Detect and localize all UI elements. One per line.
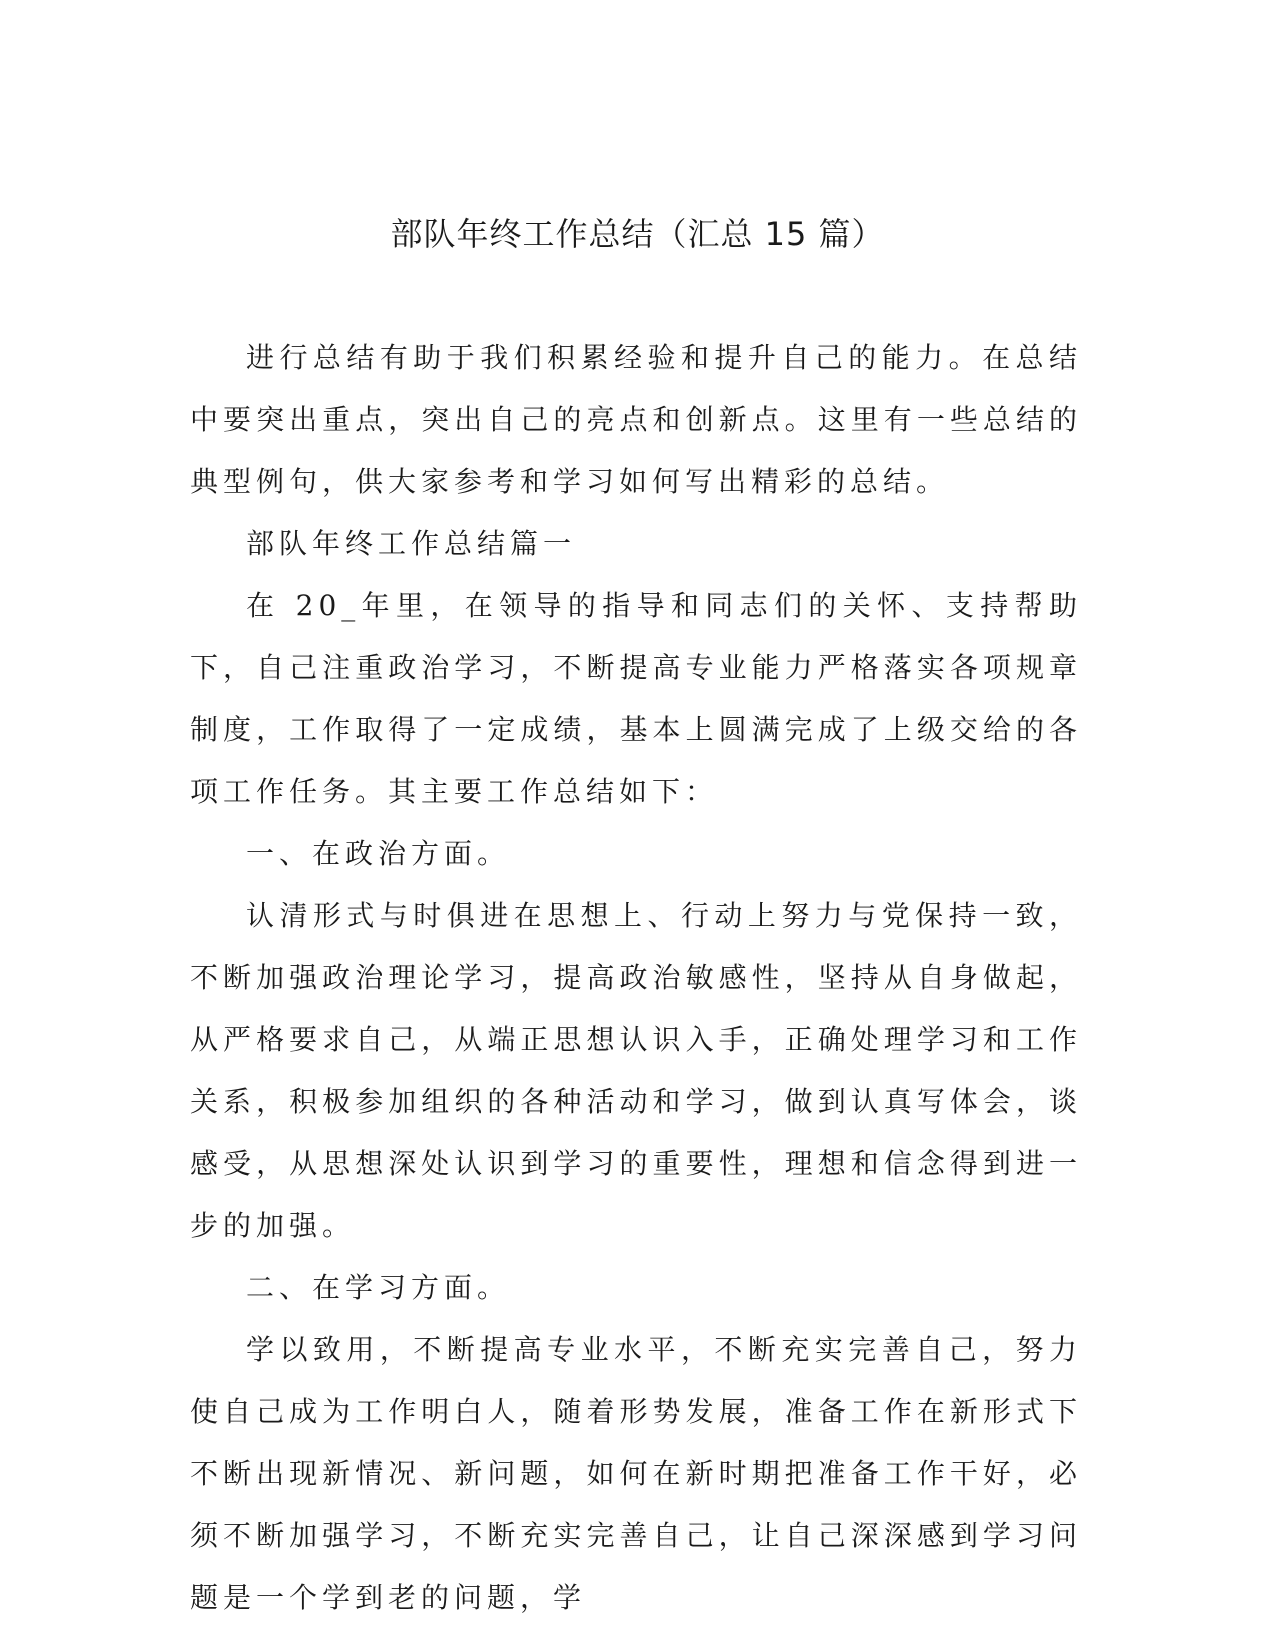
politics-paragraph: 认清形式与时俱进在思想上、行动上努力与党保持一致，不断加强政治理论学习，提高政治敏感性，坚持从自身做起，从严格要求自己，从端正思想认识入手，正确处理学习和工作关系，积极参加组织的各种活动和学习，做到认真写体会，谈感受，从思想深处认识到学习的重要性，理想和信念得到进一步的加强。 [190, 899, 1082, 1242]
study-paragraph: 学以致用，不断提高专业水平，不断充实完善自己，努力使自己成为工作明白人，随着形势发展，准备工作在新形式下不断出现新情况、新问题，如何在新时期把准备工作干好，必须不断加强学习，不断充实完善自己，让自己深深感到学习问题是一个学到老的问题，学 [190, 1333, 1082, 1614]
document-body [190, 327, 1082, 1629]
summary-paragraph: 在 20_年里，在领导的指导和同志们的关怀、支持帮助下，自己注重政治学习，不断提高专业能力严格落实各项规章制度，工作取得了一定成绩，基本上圆满完成了上级交给的各项工作任务。其主要工作总结如下： [190, 589, 1082, 808]
document-title: 部队年终工作总结（汇总 15 篇） [390, 215, 885, 253]
heading-politics: 一、在政治方面。 [246, 837, 511, 870]
heading-study: 二、在学习方面。 [246, 1271, 511, 1304]
intro-paragraph: 进行总结有助于我们积累经验和提升自己的能力。在总结中要突出重点，突出自己的亮点和创新点。这里有一些总结的典型例句，供大家参考和学习如何写出精彩的总结。 [190, 341, 1082, 498]
section-heading-part-one: 部队年终工作总结篇一 [246, 527, 577, 560]
